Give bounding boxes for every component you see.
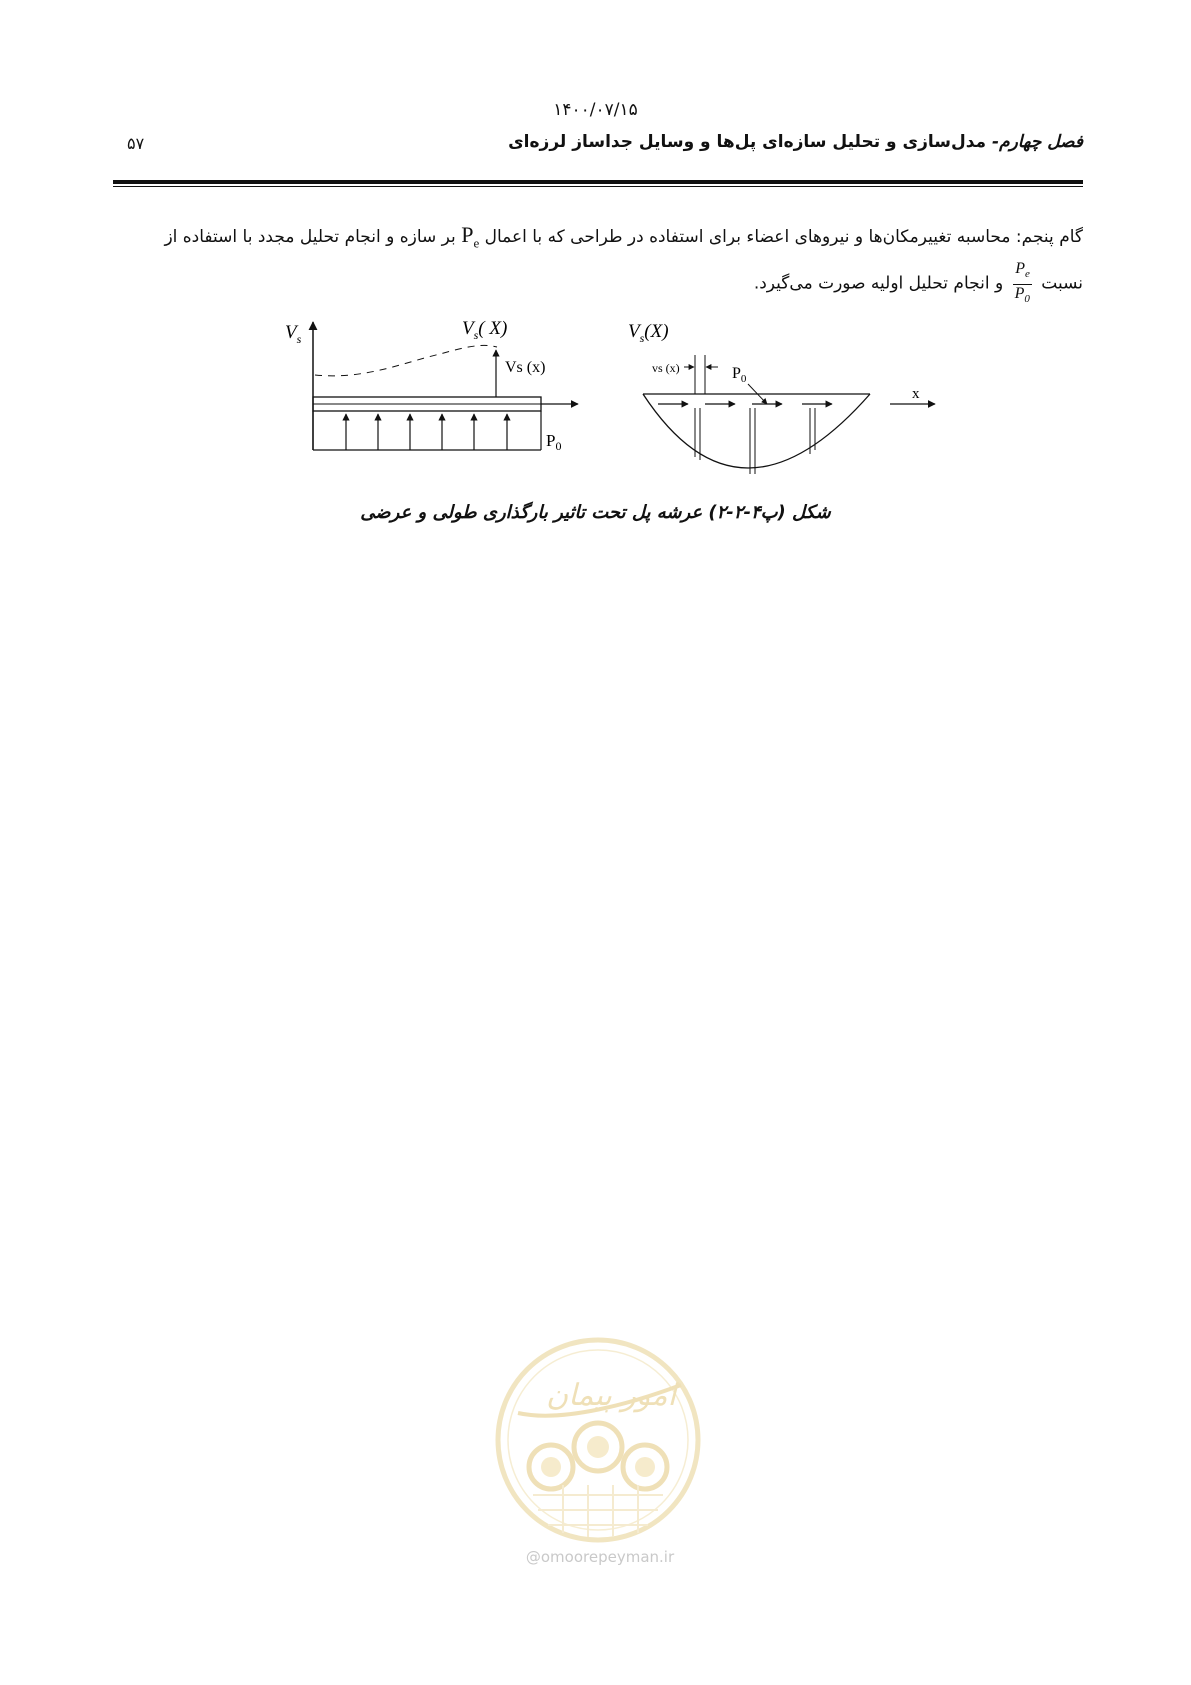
- uniform-load-arrows: [313, 411, 541, 450]
- vs-distribution-curve: [315, 345, 497, 375]
- pier-lines: [695, 408, 815, 474]
- line2-text-b: و انجام تحلیل اولیه صورت می‌گیرد.: [753, 274, 1004, 295]
- watermark-logo-text: امور پیمان: [546, 1378, 676, 1413]
- vs-x-small-label: vs (x): [652, 361, 680, 375]
- vs-x-arrow-label: Vs (x): [505, 359, 546, 376]
- watermark-url: @omoorepeyman.ir: [525, 1548, 675, 1566]
- x-axis-label: x: [912, 386, 920, 402]
- vs-x-top-label: $V_s(X)$: [628, 321, 669, 345]
- header-rule-thick: [113, 180, 1083, 184]
- body-paragraph: [140, 218, 1083, 308]
- paragraph-line-1: [140, 218, 1083, 260]
- chapter-header: [508, 132, 1083, 152]
- chapter-label: فصل چهارم-: [992, 132, 1083, 152]
- paragraph-line-2: [140, 260, 1083, 307]
- deck-loading-figure: [270, 312, 950, 482]
- header-rule-thin: [113, 186, 1083, 187]
- line1-text-b: بر سازه و انجام تحلیل مجدد با استفاده از: [164, 227, 456, 247]
- longitudinal-diagram: [285, 318, 578, 453]
- ratio-fraction: [1013, 260, 1032, 307]
- watermark-logo: [493, 1335, 703, 1545]
- page-date: ۱۴۰۰/۰۷/۱۵: [553, 100, 638, 120]
- page-number: ۵۷: [127, 134, 145, 153]
- line1-text-a: گام پنجم: محاسبه تغییرمکان‌ها و نیروهای اعضاء برای استفاده در طراحی که با اعمال: [484, 227, 1083, 247]
- figure-caption: شکل (پ۴-۲-۲) عرشه پل تحت تاثیر بارگذاری طولی و عرضی: [360, 502, 831, 523]
- p0-load-label-right: $P_0$: [732, 365, 747, 385]
- fraction-denominator: $P_0$: [1014, 284, 1030, 305]
- pe-symbol: $P_e$: [461, 222, 480, 251]
- p0-load-label-left: $P_0$: [546, 431, 562, 453]
- transverse-deflection-curve: [643, 394, 870, 468]
- transverse-diagram: [628, 321, 935, 474]
- chapter-title: مدل‌سازی و تحلیل سازه‌ای پل‌ها و وسایل جداساز لرزه‌ای: [508, 132, 987, 152]
- line2-text-a: نسبت: [1041, 274, 1083, 295]
- vs-axis-label: $V_s$: [285, 322, 302, 346]
- fraction-numerator: $P_e$: [1013, 260, 1032, 284]
- vs-curve-label: $V_s$( X): [462, 318, 508, 342]
